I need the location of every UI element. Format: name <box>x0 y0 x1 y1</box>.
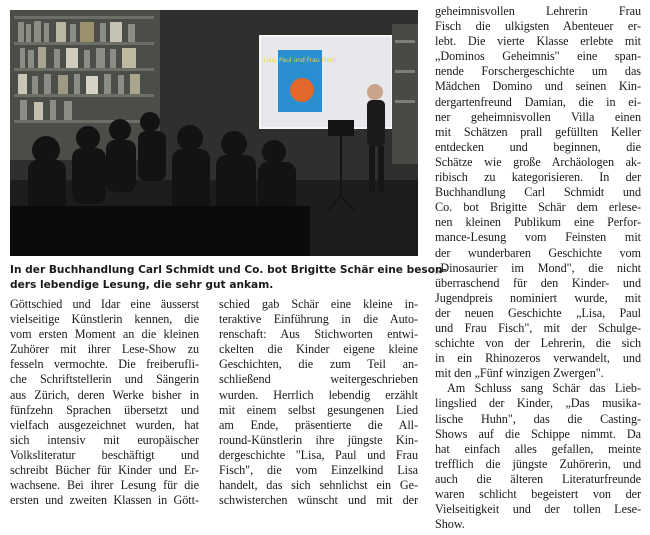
text-line: Schätze wie große Archäologen ak- <box>435 154 641 169</box>
text-line: nende Forschergeschichte um das <box>435 64 641 79</box>
text-line: der wunderbaren Geschichte vom <box>435 245 641 260</box>
text-line: Co. bot Brigitte Schär dem erlese- <box>435 200 641 215</box>
text-line: Zuhörer mit ihrer Lese-Show zu <box>10 342 199 357</box>
text-line: schichte von der Lehrerin, die sich <box>435 336 641 351</box>
text-line: wachsene. Bei ihrer Lesung für die <box>10 478 199 493</box>
text-line: „Dominos Geheimnis" eine span- <box>435 49 641 64</box>
text-line: lebt. Die vierte Klasse erlebte mit <box>435 34 641 49</box>
text-line: che Schriftstellerin und Sängerin <box>10 372 199 387</box>
text-line: der neuen Geschichte „Lisa, Paul <box>435 305 641 320</box>
text-line: mit Schätzen prall gefüllten Keller <box>435 124 641 139</box>
text-line: in ein Rhinozeros verwandelt, und <box>435 351 641 366</box>
text-line: entdecken und beginnen, die <box>435 139 641 154</box>
text-line: mit den „Fünf winzigen Zwergen". <box>435 366 604 381</box>
text-line: vielfach ausgezeichnet wurden, hat <box>10 417 199 432</box>
text-line: mit einem selbst gesungenen Lied <box>219 402 418 417</box>
text-line: auch die älteren Literaturfreunde <box>435 471 641 486</box>
text-line: vom ersten Moment an die kleinen <box>10 327 199 342</box>
text-line: round-Künstlerin ihre jüngste Kin- <box>219 432 418 447</box>
reading-scene-illustration <box>10 10 418 256</box>
book-cover-title: Lisa, Paul und Frau Fisch <box>263 57 337 64</box>
text-line: teraktive Einführung in die Auto- <box>219 312 418 327</box>
text-line: schwisterchen wünscht und mit der <box>219 493 418 508</box>
caption-line: In der Buchhandlung Carl Schmidt und Co. bot Brigitte Schär eine beson- <box>10 264 447 276</box>
text-line: Volksliteratur beschäftigt und <box>10 447 199 462</box>
text-line: „Dinosaurier im Mond", die nicht <box>435 260 641 275</box>
text-line: am Ende, präsentierte die All- <box>219 417 418 432</box>
text-line: Buchhandlung Carl Schmidt und <box>435 185 641 200</box>
text-line: lische Huhn", das die Casting- <box>435 411 641 426</box>
caption-line: ders lebendige Lesung, die sehr gut ankam. <box>10 279 274 291</box>
article-column-1 <box>10 297 199 508</box>
text-line: Mädchen Domino und seinen Kin- <box>435 79 641 94</box>
text-line: geheimnisvollen Lehrerin Frau <box>435 4 641 18</box>
text-line: Fisch die ulkigsten Abenteuer er- <box>435 19 641 34</box>
text-line: wurden. Herrlich lebendig erzählt <box>219 387 418 402</box>
text-line: trefflich die jüngste Zuhörerin, und <box>435 456 641 471</box>
text-line: Am Schluss sang Schär das Lieb- <box>447 381 641 396</box>
text-line: Vielseitigkeit und der tollen Lese- <box>435 502 641 517</box>
text-line: ckelten die Kinder eigene kleine <box>219 342 418 357</box>
text-line: aus Zürich, deren Werke bisher in <box>10 387 199 402</box>
text-line: ersten und zweiten Klassen in Gött- <box>10 493 199 508</box>
text-line: schließend weitergeschrieben <box>219 372 418 387</box>
text-line: ribisch zu kategorisieren. In der <box>435 170 641 185</box>
text-line: mance-Lesung vom Feinsten mit <box>435 230 641 245</box>
article-photo <box>10 10 418 256</box>
text-line: dergartenfreund Damian, die in ei- <box>435 94 641 109</box>
text-line: Show. <box>435 517 465 532</box>
text-line: Göttschied und Idar eine äusserst <box>10 297 199 311</box>
text-line: dergeschichte "Lisa, Paul und Frau <box>219 447 418 462</box>
text-line: fünfzehn Sprachen übersetzt und <box>10 402 199 417</box>
text-line: renschaft: Aus Stichworten entwi- <box>219 327 418 342</box>
text-line: Jugendpreis nominiert wurde, mit <box>435 290 641 305</box>
text-line: ner geheimnisvollen Villa einen <box>435 109 641 124</box>
text-line: handelt, das sich sehnlichst ein Ge- <box>219 478 418 493</box>
photo-caption <box>10 263 447 293</box>
article-column-2 <box>219 297 418 508</box>
text-line: überraschend für den Kinder- und <box>435 275 641 290</box>
text-line: vielseitige Künstlerin kennen, die <box>10 312 199 327</box>
text-line: Shows auf die Schippe nimmt. Da <box>435 426 641 441</box>
text-line: Geschichten, die zum Teil an- <box>219 357 418 372</box>
text-line: nen kleinen Publikum eine Perfor- <box>435 215 641 230</box>
text-line: fesseln vermochte. Die freiberufli- <box>10 357 199 372</box>
article-column-3 <box>435 4 641 532</box>
text-line: hat einfach alles gefallen, meinte <box>435 441 641 456</box>
text-line: und Frau Fisch", mit der Schulge- <box>435 320 641 335</box>
text-line: lingslied der Kinder, „Das musika- <box>435 396 641 411</box>
text-line: schied gab Schär eine kleine in- <box>219 297 418 311</box>
text-line: waren schlicht begeistert von der <box>435 487 641 501</box>
text-line: Fisch", die vom Einzelkind Lisa <box>219 463 418 478</box>
text-line: sich intensiv mit europäischer <box>10 432 199 447</box>
text-line: schreibt Bücher für Kinder und Er- <box>10 463 199 478</box>
